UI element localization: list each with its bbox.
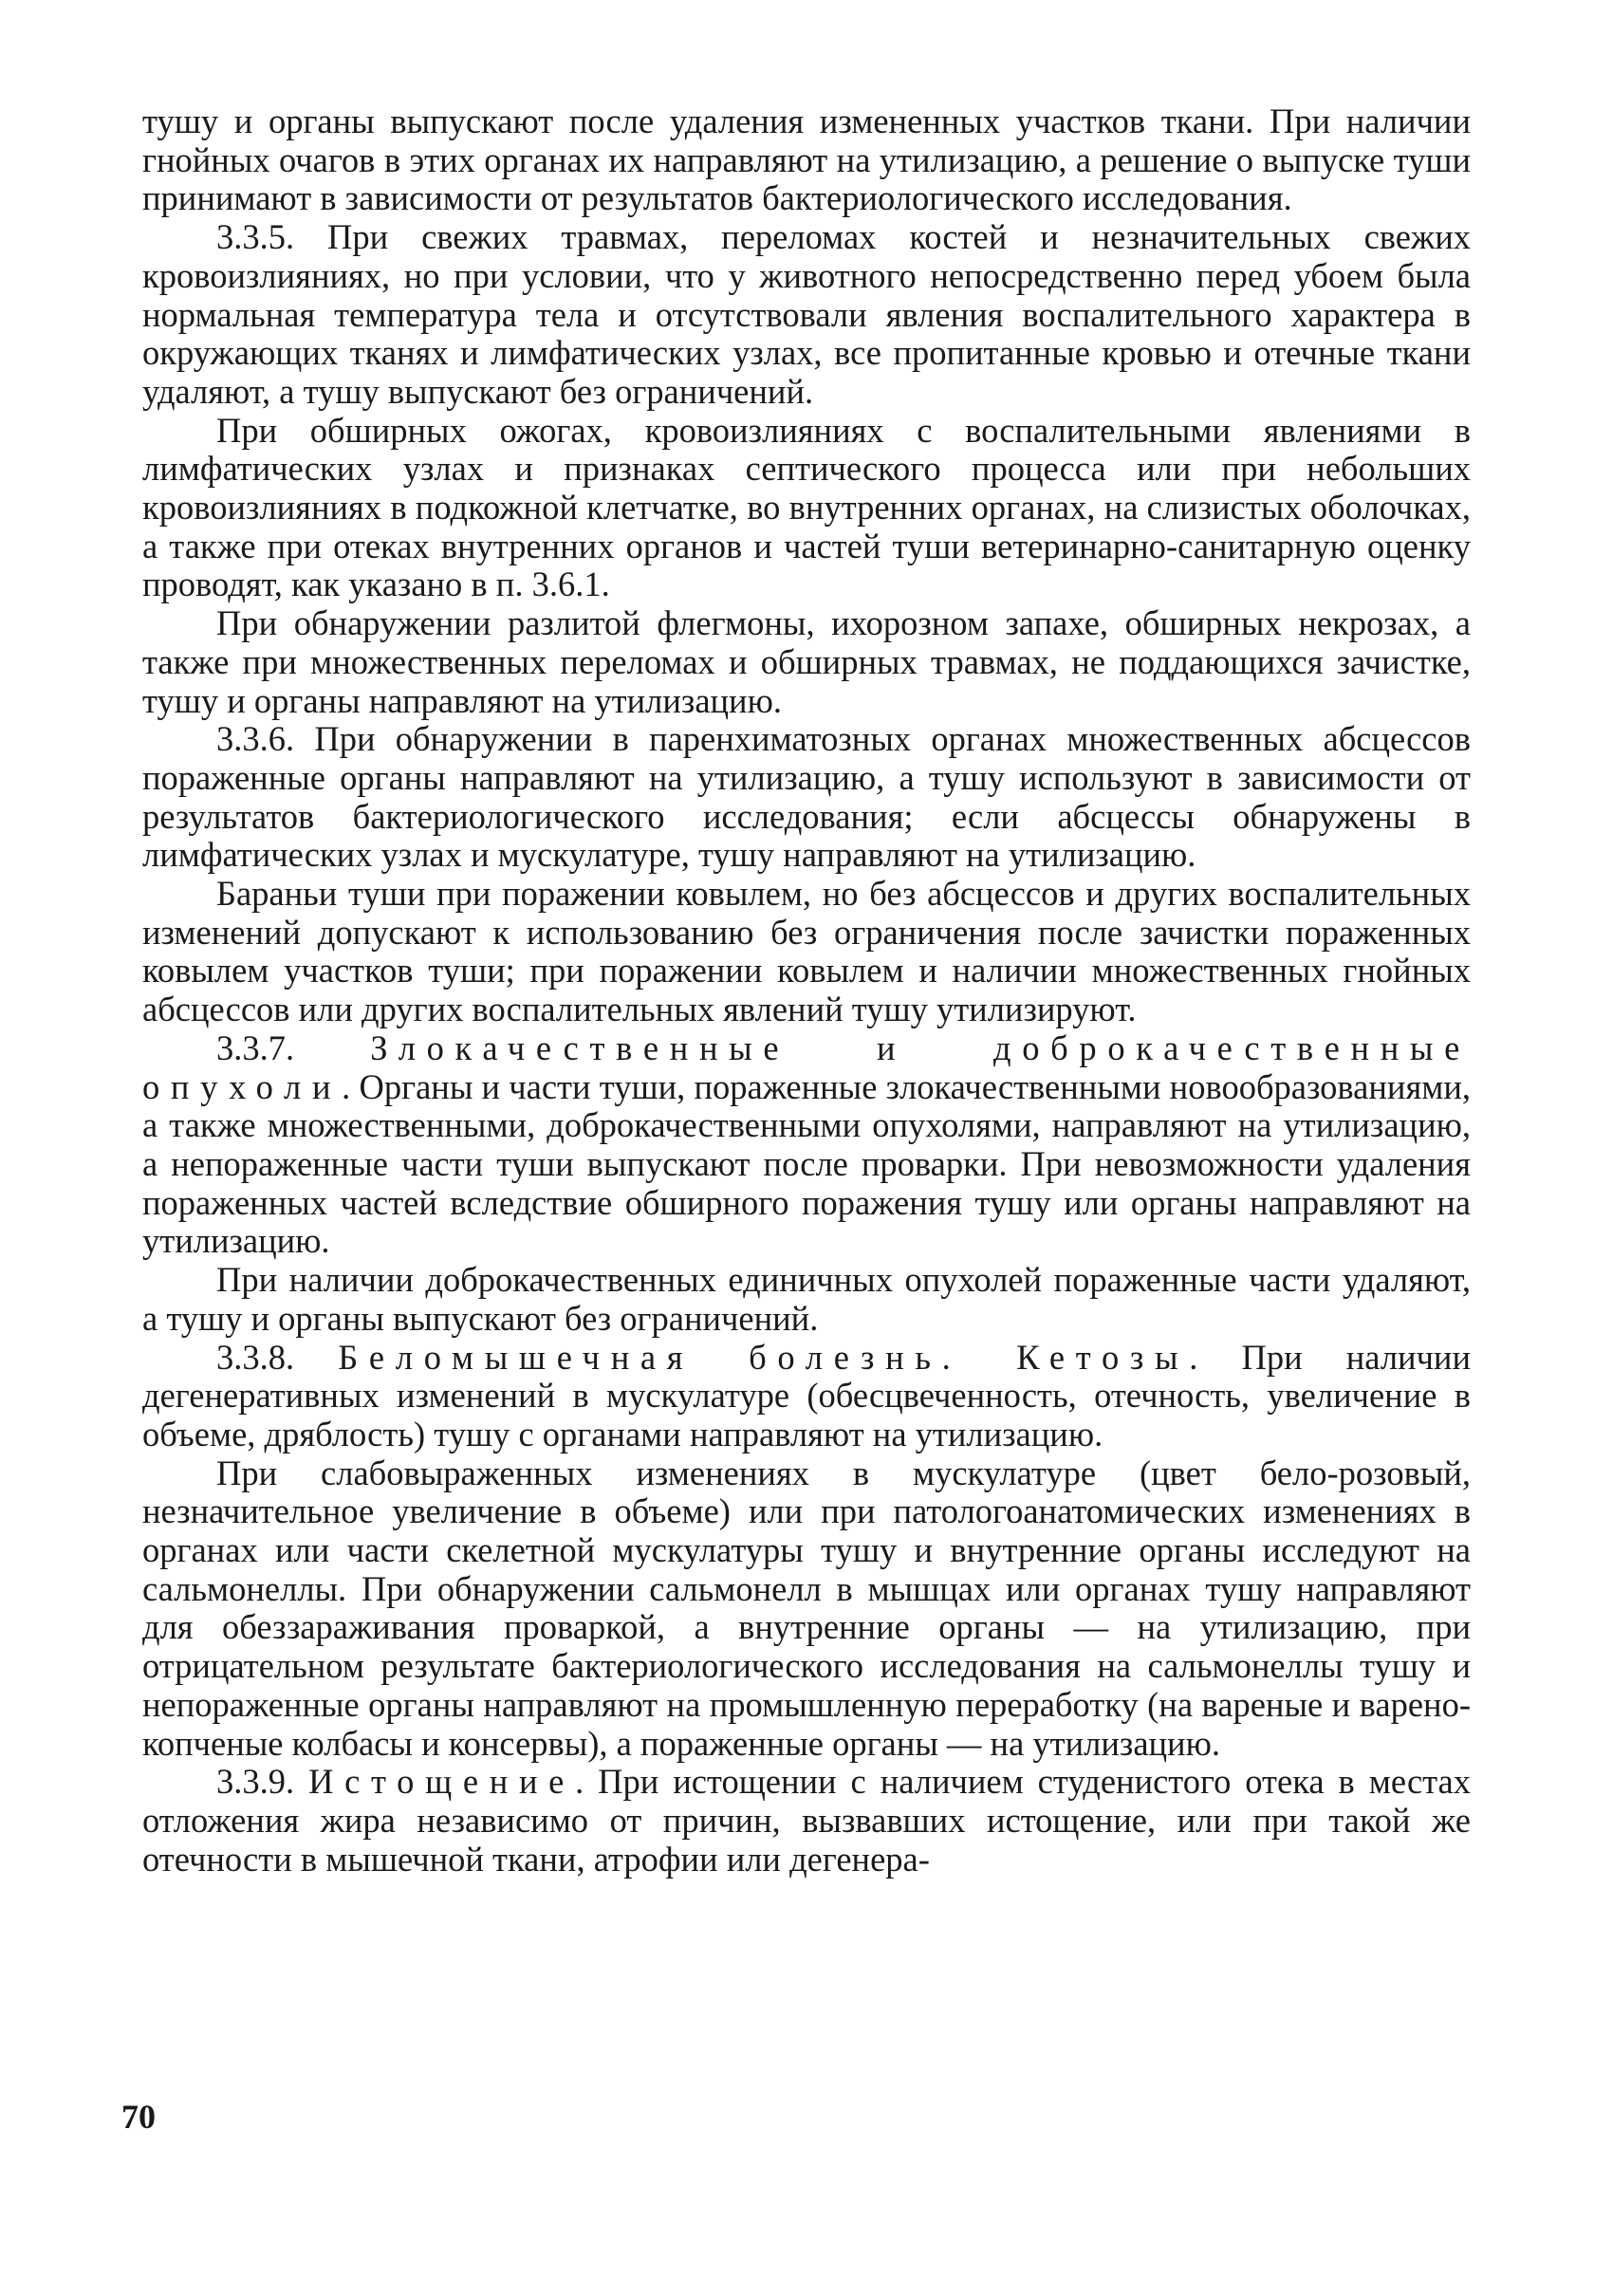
text-run: тушу и органы выпускают после удаления измененных участков ткани. При наличии гнойных очагов в этих органах их направляют на утилизацию, а решение о выпуске туши принимают в зависимости от результатов бактериологического исследования. [142,102,1471,218]
section-heading: Истощение [308,1762,576,1802]
text-run: При слабовыраженных изменениях в мускулатуре (цвет бело-розовый, незначительное увеличение в объеме) или при патологоанатомических изменениях в органах или части скелетной мускулатуры тушу и внутренние органы исследуют на сальмонеллы. При обнаружении сальмонелл в мышцах или органах тушу направляют для обеззараживания проваркой, а внутренние органы — на утилизацию, при отрицательном результате бактериологического исследования на сальмонеллы тушу и непораженные органы направляют на промышленную переработку (на вареные и варено-копченые колбасы и консервы), а пораженные органы — на утилизацию. [142,1453,1471,1763]
paragraph [142,218,1471,412]
section-number: 3.3.7. [216,1028,371,1067]
text-run: При обширных ожогах, кровоизлияниях с воспалительными явлениями в лимфатических узлах и признаках септического процесса или при небольших кровоизлияниях в подкожной клетчатке, во внутренних органах, на слизистых оболочках, а также при отеках внутренних органов и частей туши ветеринарно-санитарную оценку проводят, как указано в п. 3.6.1. [142,410,1471,604]
paragraph [142,875,1471,1029]
page-number: 70 [121,2098,156,2136]
document-page [142,102,1471,1879]
text-run: 3.3.6. При обнаружении в паренхиматозных органах множественных абсцессов пораженные органы направляют на утилизацию, а тушу используют в зависимости от результатов бактериологического исследования; если абсцессы обнаружены в лимфатических узлах и мускулатуре, тушу направляют на утилизацию. [142,719,1471,875]
text-run: . При наличии дегенеративных изменений в мускулатуре (обесцвеченность, отечность, увеличение в объеме, дряблость) тушу с органами направляют на утилизацию. [142,1337,1472,1454]
text-run: 3.3.5. При свежих травмах, переломах костей и незначительных свежих кровоизлияниях, но при условии, что у животного непосредственно перед убоем была нормальная температура тела и отсутствовали явления воспалительного характера в окружающих тканях и лимфатических узлах, все пропитанные кровью и отечные ткани удаляют, а тушу выпускают без ограничений. [142,217,1471,411]
text-run: . При истощении с наличием студенистого отека в местах отложения жира независимо от причин, вызвавших истощение, или при такой же отечности в мышечной ткани, атрофии или дегенера- [142,1762,1471,1879]
paragraph [142,1339,1471,1454]
text-run: При обнаружении разлитой флегмоны, ихорозном запахе, обширных некрозах, а также при множественных переломах и обширных травмах, не поддающихся зачистке, тушу и органы направляют на утилизацию. [142,603,1471,720]
paragraph [142,412,1471,605]
text-run: При наличии доброкачественных единичных опухолей пораженные части удаляют, а тушу и органы выпускают без ограничений. [142,1260,1471,1338]
paragraph [142,1454,1471,1764]
paragraph [142,1261,1471,1338]
section-heading: Беломышечная болезнь. Кетозы [338,1337,1190,1377]
paragraph [142,604,1471,720]
paragraph [142,720,1471,875]
paragraph [142,102,1471,218]
paragraph [142,1029,1471,1261]
section-number: 3.3.8. [216,1337,339,1377]
text-run: Бараньи туши при поражении ковылем, но без абсцессов и других воспалительных изменений допускают к использованию без ограничения после зачистки пораженных ковылем участков туши; при поражении ковылем и наличии множественных гнойных абсцессов или других воспалительных явлений тушу утилизируют. [142,874,1471,1029]
section-number: 3.3.9. [216,1762,309,1802]
section-heading: Злокачественные и доброкачественные опухоли [142,1028,1471,1106]
paragraph [142,1763,1471,1879]
text-run: . Органы и части туши, пораженные злокачественными новообразованиями, а также множественными, доброкачественными опухолями, направляют на утилизацию, а непораженные части туши выпускают после проварки. При невозможности удаления пораженных частей вследствие обширного поражения тушу или органы направляют на утилизацию. [142,1066,1471,1261]
